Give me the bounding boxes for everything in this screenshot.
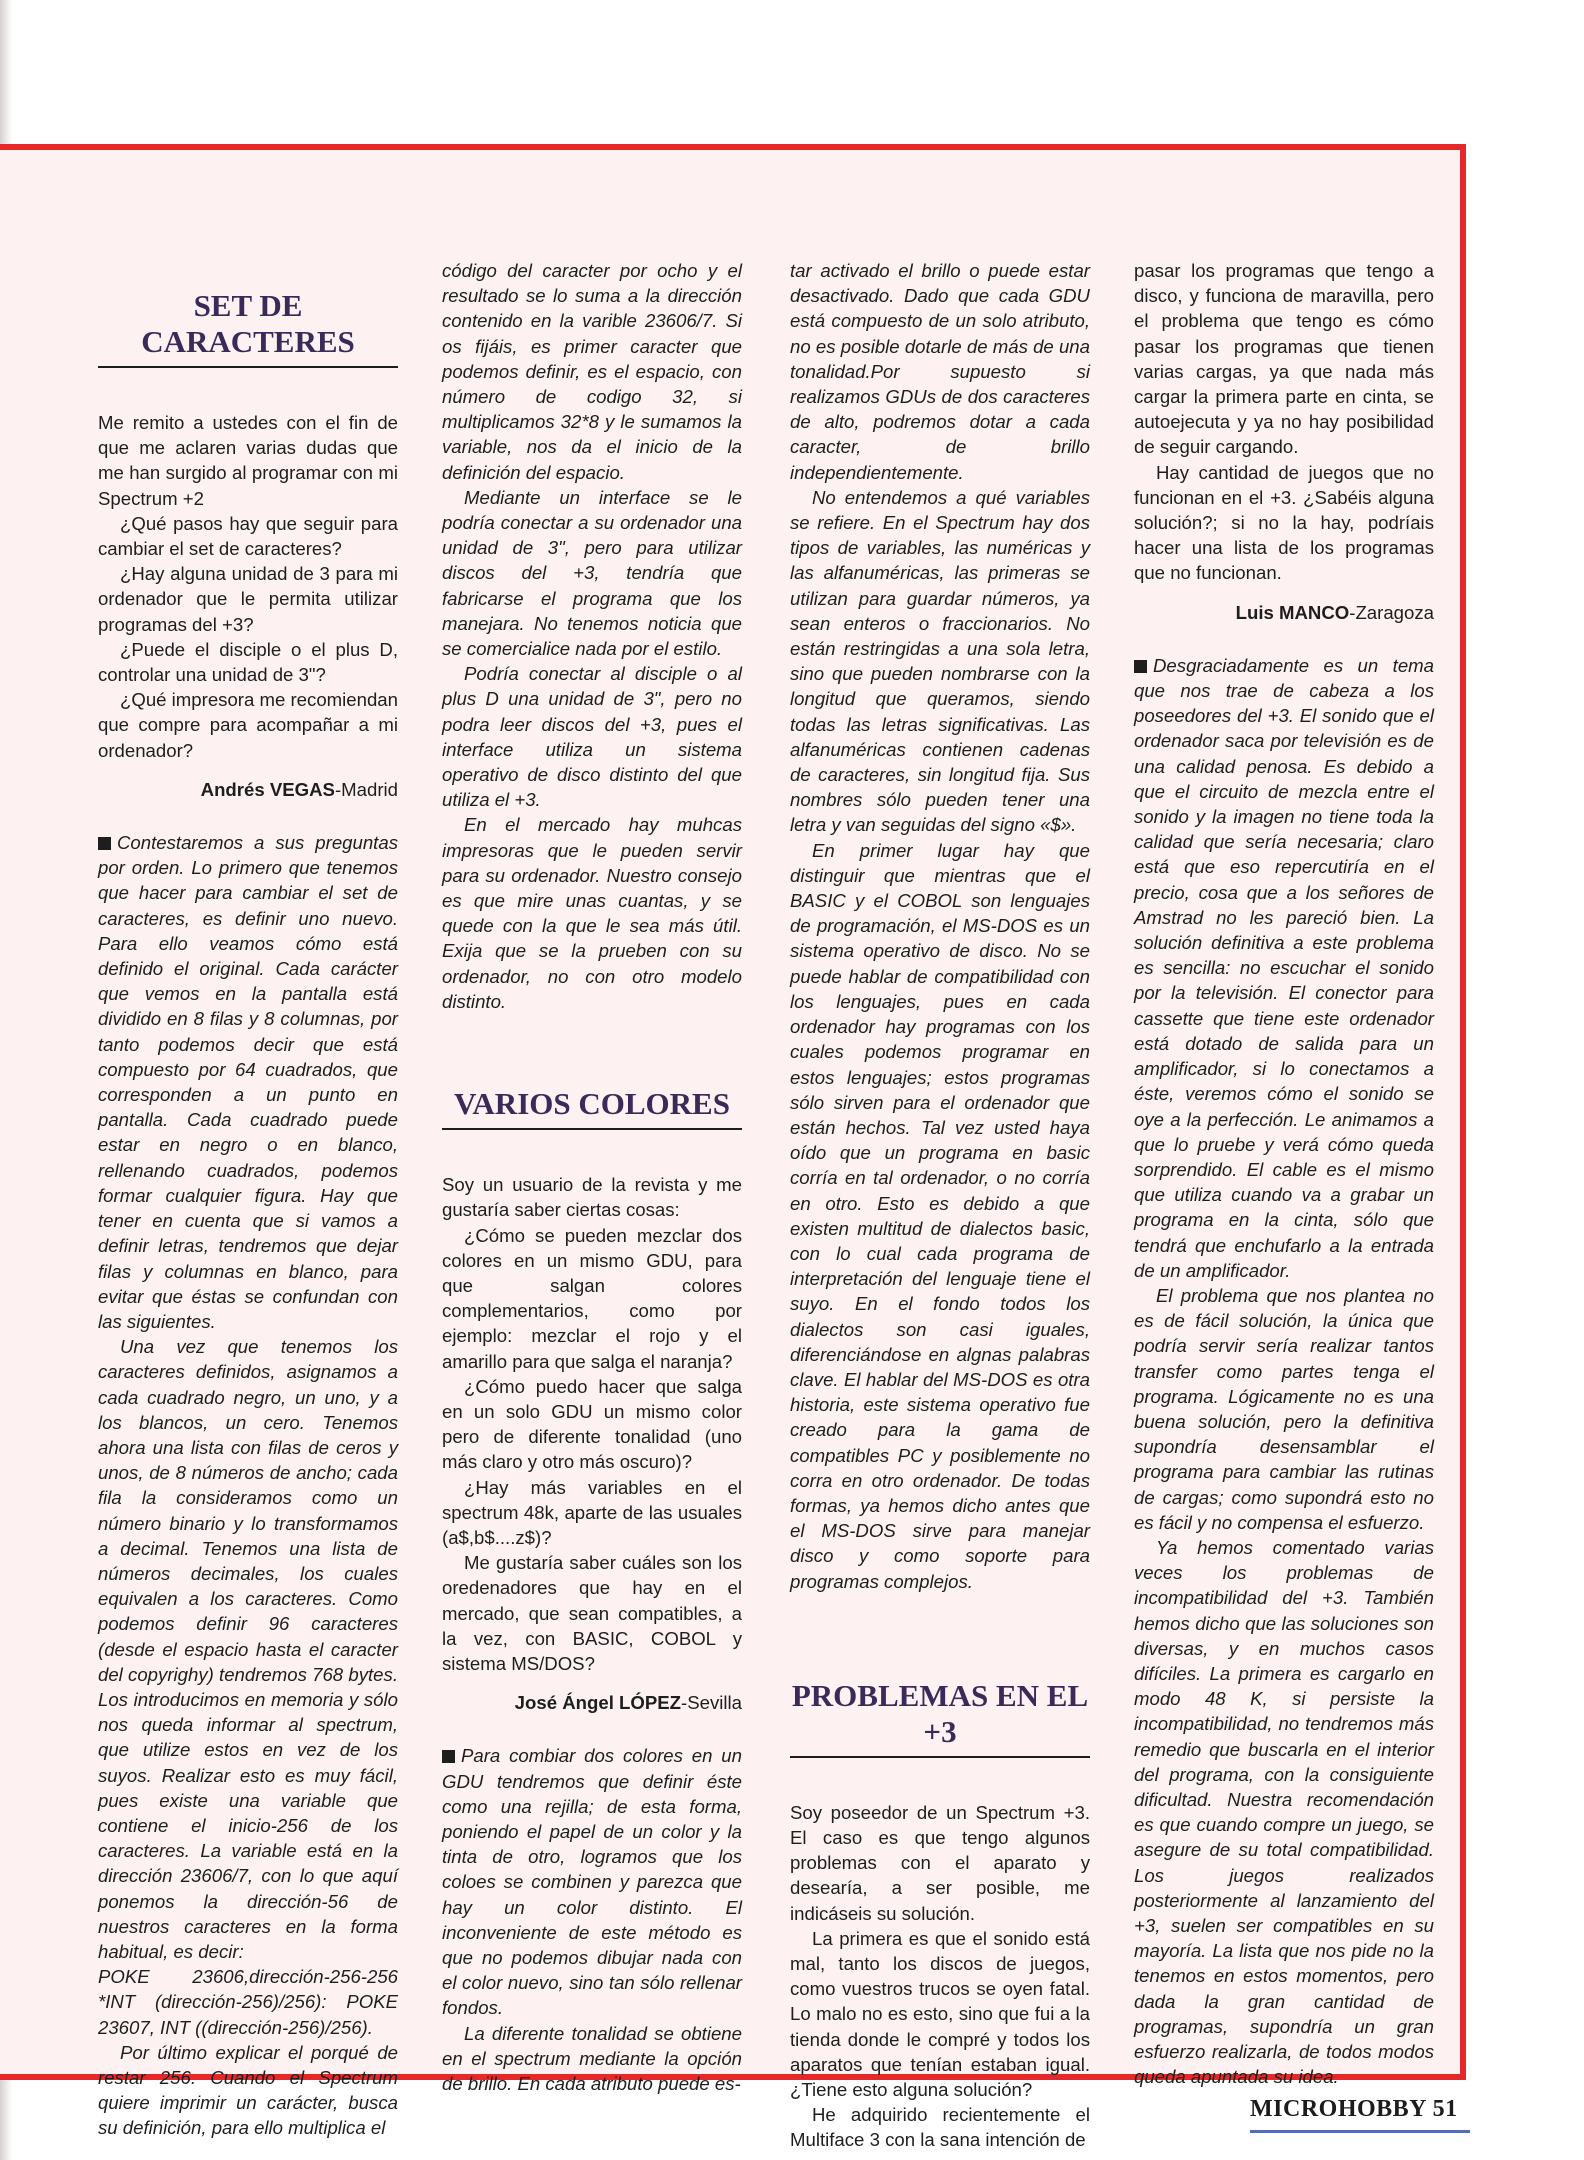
signature [98, 777, 398, 802]
letter-paragraph: ¿Puede el disciple o el plus D, controlar una unidad de 3"? [98, 638, 398, 686]
letter-paragraph: ¿Hay alguna unidad de 3 para mi ordenador que le permita utilizar programas del +3? [98, 563, 398, 635]
signature-place: -Zaragoza [1349, 601, 1434, 623]
letter-paragraph: Soy poseedor de un Spectrum +3. El caso es que tengo algunos problemas con el aparato y desearía, a ser posible, me indicáseis su solución. [790, 1801, 1090, 1924]
letter-paragraph: ¿Cómo se pueden mezclar dos colores en un mismo GDU, para que salgan colores complementarios, como por ejemplo: mezclar el rojo y el amarillo para que salga el naranja? [442, 1224, 742, 1372]
reply-paragraph: Para combiar dos colores en un GDU tendremos que definir éste como una rejilla; de esta forma, poniendo el papel de un color y la tinta de otro, logramos que los coloes se combinen y parezca que hay un color distinto. El inconveniente de este método es que no podemos dibujar nada con el color nuevo, sino tan sólo rellenar fondos. [442, 1745, 742, 2019]
reply-paragraph: Por último explicar el porqué de restar 256. Cuando el Spectrum quiere imprimir un carácter, busca su definición, para ello multiplica el [98, 2041, 398, 2139]
reply-marker-icon [1134, 660, 1147, 673]
letter-paragraph: ¿Cómo puedo hacer que salga en un solo GDU un mismo color pero de diferente tonalidad (uno más claro y otro más oscuro)? [442, 1375, 742, 1473]
section-heading-set-de-caracteres: SET DE CARACTERES [98, 288, 398, 368]
letter-paragraph: ¿Qué pasos hay que seguir para cambiar el set de caracteres? [98, 512, 398, 560]
reply-paragraph: Ya hemos comentado varias veces los problemas de incompatibilidad del +3. También hemos dicho que las soluciones son diversas, y en muchos casos difíciles. La primera es cargarlo en modo 48 K, si persiste la incompatibilidad, no tendremos más remedio que buscarla en el interior del programa, con la consiguiente dificultad. Nuestra recomendación es que cuando compre un juego, se asegure de su total compatibilidad. Los juegos realizados posteriormente al lanzamiento del +3, suelen ser compatibles en su mayoría. La lista que nos pide no la tenemos en estos momentos, pero dada la gran cantidad de programas, supondría un gran esfuerzo realizarla, de todos modos queda apuntada su idea. [1134, 1536, 1434, 2088]
letter-paragraph: pasar los programas que tengo a disco, y funciona de maravilla, pero el problema que tengo es cómo pasar los programas que tienen varias cargas, ya que nada más cargar la primera parte en cinta, se autoejecuta y ya no hay posibilidad de seguir cargando. [1134, 260, 1434, 458]
signature [442, 1690, 742, 1715]
reply-paragraph: tar activado el brillo o puede estar desactivado. Dado que cada GDU está compuesto de un solo atributo, no es posible dotarle de más de una tonalidad.Por supuesto si realizamos GDUs de dos caracteres de alto, podremos dotar a cada caracter, de brillo independientemente. [790, 260, 1090, 483]
reply-paragraph: La diferente tonalidad se obtiene en el spectrum mediante la opción de brillo. En cada atributo puede es- [442, 2022, 742, 2094]
magazine-name: MICROHOBBY [1250, 2096, 1427, 2122]
column-1 [98, 268, 398, 2141]
reply-paragraph: Desgraciadamente es un tema que nos trae de cabeza a los poseedores del +3. El sonido que el ordenador saca por televisión es de una calidad penosa. Es debido a que el circuito de mezcla entre el sonido y la imagen no tiene toda la calidad que sería necesaria; claro está que eso repercutiría en el precio, cosa que a los señores de Amstrad no les pareció bien. La solución definitiva a este problema es sencilla: no escuchar el sonido por la televisión. El conector para cassette que tiene este ordenador está dotado de salida para un amplificador, si lo conectamos a éste, veremos cómo el sonido se oye a la perfección. Le animamos a que lo pruebe y verá cómo queda sorprendido. El cable es el mismo que utiliza cuando va a grabar un programa en la cinta, sólo que tendrá que enchufarlo a la entrada de un amplificador. [1134, 654, 1434, 1281]
signature-place: -Madrid [334, 778, 398, 800]
reply-marker-icon [442, 1750, 455, 1763]
signature-name: Luis MANCO [1235, 601, 1350, 623]
signature-name: Andrés VEGAS [200, 778, 335, 800]
column-2 [442, 258, 742, 2096]
reply-paragraph: El problema que nos plantea no es de fácil solución, la única que podría servir sería realizar tantos transfer como partes tenga el programa. Lógicamente no es una buena solución, pero la definitiva supondría desensamblar el programa para cambiar las rutinas de cargas; como supondrá esto no es fácil y no compensa el esfuerzo. [1134, 1284, 1434, 1533]
letter-paragraph: Me remito a ustedes con el fin de que me aclaren varias dudas que me han surgido al programar con mi Spectrum +2 [98, 412, 398, 509]
section-heading-problemas-en-el-3: PROBLEMAS EN EL +3 [790, 1678, 1090, 1758]
reply-paragraph: En el mercado hay muhcas impresoras que le pueden servir para su ordenador. Nuestro consejo es que mire unas cuantas, y se quede con la que le sea más útil. Exija que se la prueben con su ordenador, no con otro modelo distinto. [442, 814, 742, 1012]
letter-paragraph: ¿Hay más variables en el spectrum 48k, aparte de las usuales (a$,b$....z$)? [442, 1476, 742, 1548]
letter-paragraph: Me gustaría saber cuáles son los oredenadores que hay en el mercado, que sean compatibles, a la vez, con BASIC, COBOL y sistema MS/DOS? [442, 1552, 742, 1674]
signature [1134, 600, 1434, 625]
letter-paragraph: La primera es que el sonido está mal, tanto los discos de juegos, como vuestros trucos se oyen fatal. Lo malo no es esto, sino que fui a la tienda donde le compré y todos los aparatos que tenían estaban igual. ¿Tiene esto alguna solución? [790, 1927, 1090, 2100]
reply-paragraph: Contestaremos a sus preguntas por orden. Lo primero que tenemos que hacer para cambiar el set de caracteres, es definir uno nuevo. Para ello veamos cómo está definido el original. Cada carácter que vemos en la pantalla está dividido en 8 filas y 8 columnas, por tanto podemos decir que está compuesto por 64 cuadrados, que corresponden a un punto en pantalla. Cada cuadrado puede estar en negro o en blanco, rellenando cuadrados, podemos formar cualquier figura. Hay que tener en cuenta que si vamos a definir letras, tendremos que dejar filas y columnas en blanco, para evitar que éstas se confundan con las siguientes. [98, 832, 398, 1332]
reply-code: POKE 23606,dirección-256-256 *INT (dirección-256)/256): POKE 23607, INT ((dirección-256)/256). [98, 1966, 398, 2038]
page-footer [1250, 2096, 1458, 2123]
reply-paragraph: Una vez que tenemos los caracteres definidos, asignamos a cada cuadrado negro, un uno, y a los blancos, un cero. Tenemos ahora una lista con filas de ceros y unos, de 8 números de ancho; cada fila la consideramos como un número binario y lo transformamos a decimal. Tenemos una lista de números decimales, los cuales equivalen a los caracteres. Como podemos definir 96 caracteres (desde el espacio hasta el caracter del copyrighy) tendremos 768 bytes. Los introducimos en memoria y sólo nos queda informar al spectrum, que utilize estos en vez de los suyos. Realizar esto es muy fácil, pues existe una variable que contiene el inicio-256 de los caracteres. La variable está en la dirección 23606/7, con lo que aquí ponemos la dirección-56 de nuestros caracteres en la forma habitual, es decir: [98, 1336, 398, 1962]
reply-paragraph: Mediante un interface se le podría conectar a su ordenador una unidad de 3", pero para utilizar discos del +3, tendría que fabricarse el programa que los manejara. No tenemos noticia que se comercialice nada por el estilo. [442, 486, 742, 660]
letter-paragraph: ¿Qué impresora me recomiendan que compre para acompañar a mi ordenador? [98, 689, 398, 761]
reply-paragraph: En primer lugar hay que distinguir que mientras que el BASIC y el COBOL son lenguajes de programación, el MS-DOS es un sistema operativo de disco. No se puede hablar de compatibilidad con los lenguajes, pues en cada ordenador hay programas con los cuales podemos programar en estos lenguajes; estos programas sólo sirven para el ordenador que están hechos. Tal vez usted haya oído que un programa en basic corría en tal ordenador, o no corría en otro. Esto es debido a que existen multitud de dialectos basic, con lo cual cada programa de interpretación del lenguaje tiene el suyo. En el fondo todos los dialectos son casi iguales, diferenciándose en algnas palabras clave. El hablar del MS-DOS es otra historia, este sistema operativo fue creado para la gama de compatibles PC y posiblemente no corra en otro ordenador. De todas formas, ya hemos dicho antes que el MS-DOS sirve para manejar disco y como soporte para programas complejos. [790, 839, 1090, 1592]
letter-paragraph: Soy un usuario de la revista y me gustaría saber ciertas cosas: [442, 1174, 742, 1221]
reply-marker-icon [98, 837, 111, 850]
footer-rule [1250, 2130, 1470, 2133]
reply-paragraph: No entendemos a qué variables se refiere. En el Spectrum hay dos tipos de variables, las numéricas y las alfanuméricas, las primeras se utilizan para guardar números, ya sean enteros o fraccionarios. No están restringidas a una sola letra, sino que pueden nombrarse con la longitud que queramos, siendo todas las letras significativas. Las alfanuméricas contienen cadenas de caracteres, sin longitud fija. Sus nombres sólo pueden tener una letra y van seguidas del signo «$». [790, 486, 1090, 836]
signature-name: José Ángel LÓPEZ [514, 1692, 682, 1714]
letter-paragraph: He adquirido recientemente el Multiface 3 con la sana intención de [790, 2104, 1090, 2151]
column-3 [790, 258, 1090, 2153]
reply-paragraph: Podría conectar al disciple o al plus D una unidad de 3", pero no podra leer discos del +3, pues el interface utiliza un sistema operativo de disco distinto del que utiliza el +3. [442, 663, 742, 811]
letter-paragraph: Hay cantidad de juegos que no funcionan en el +3. ¿Sabéis alguna solución?; si no la hay, podríais hacer una lista de los programas que no funcionan. [1134, 461, 1434, 584]
column-4 [1134, 258, 1434, 2089]
reply-paragraph: código del caracter por ocho y el resultado se lo suma a la dirección contenido en la varible 23606/7. Si os fijáis, es primer caracter que podemos definir, es el espacio, con número de codigo 32, si multiplicamos 32*8 y le sumamos la variable, nos da el inicio de la definición del espacio. [442, 260, 742, 483]
page-number: 51 [1432, 2096, 1458, 2122]
section-heading-varios-colores: VARIOS COLORES [442, 1086, 742, 1130]
signature-place: -Sevilla [681, 1692, 742, 1714]
